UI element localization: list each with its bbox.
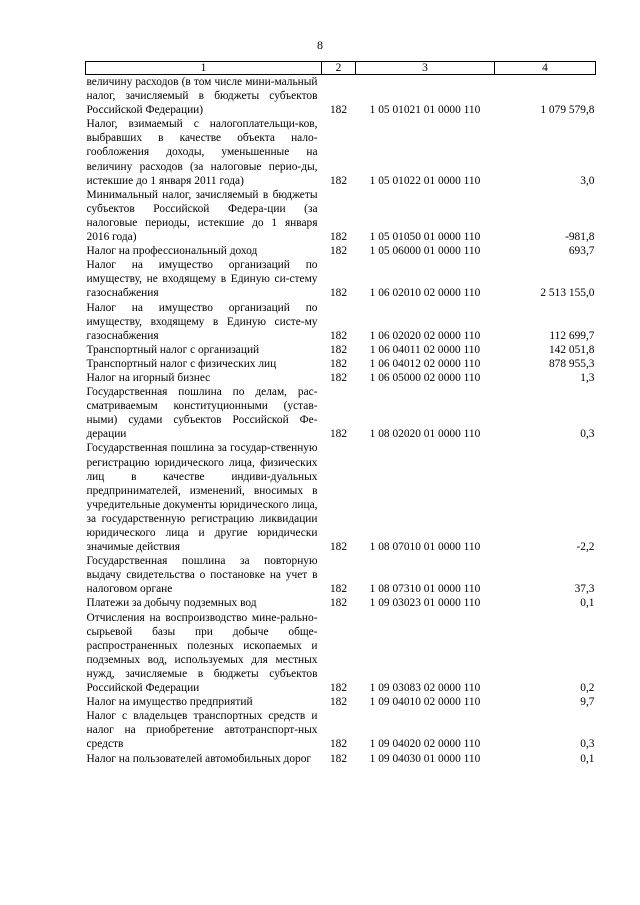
row-name: величину расходов (в том числе мини-мальный налог, зачисляемый в бюджеты субъектов Российской Федерации) [86,76,318,117]
row-amount: 112 699,7 [549,329,595,342]
row-amount: 0,3 [580,428,595,441]
row-amount: 142 051,8 [548,343,595,356]
row-admin-code: 182 [329,329,348,342]
row-budget-code: 1 09 04020 02 0000 110 [369,738,481,751]
row-admin-code: 182 [329,287,348,300]
row-amount: 0,1 [580,597,595,610]
row-budget-code: 1 09 03023 01 0000 110 [369,597,481,610]
row-name: Налог на имущество предприятий [86,696,253,709]
table-row [86,188,596,244]
table-row [86,611,596,696]
row-admin-code: 182 [329,104,348,117]
header-col-1: 1 [86,62,322,75]
table-row [86,343,596,357]
row-budget-code: 1 06 05000 02 0000 110 [369,371,481,384]
row-amount: 0,3 [580,738,595,751]
row-amount: 0,2 [580,682,595,695]
row-admin-code: 182 [329,682,348,695]
row-admin-code: 182 [329,541,348,554]
row-admin-code: 182 [329,428,348,441]
row-budget-code: 1 05 01050 01 0000 110 [369,231,481,244]
row-budget-code: 1 06 02010 02 0000 110 [369,287,481,300]
row-amount: 2 513 155,0 [540,287,595,300]
row-budget-code: 1 05 06000 01 0000 110 [369,245,481,258]
row-budget-code: 1 06 04012 02 0000 110 [369,357,481,370]
table-row [86,258,596,300]
row-name: Налог на профессиональный доход [86,245,258,258]
header-col-3: 3 [356,62,495,75]
page-number: 8 [317,38,323,52]
table-row [86,752,596,766]
row-budget-code: 1 06 04011 02 0000 110 [369,343,481,356]
row-budget-code: 1 09 04030 01 0000 110 [369,752,481,765]
header-col-4: 4 [495,62,596,75]
table-row [86,301,596,343]
row-name: Государственная пошлина по делам, рас-сматриваемым конституционными (устав-ными) судами субъектов Российской Фе-дерации [86,386,318,441]
row-name: Налог с владельцев транспортных средств и налог на приобретение автотранспорт-ных средств [86,710,318,751]
row-admin-code: 182 [329,738,348,751]
row-budget-code: 1 06 02020 02 0000 110 [369,329,481,342]
row-name: Государственная пошлина за повторную выдачу свидетельства о постановке на учет в налоговом органе [86,555,318,596]
table-row [86,709,596,751]
row-admin-code: 182 [329,245,348,258]
row-budget-code: 1 09 03083 02 0000 110 [369,682,481,695]
row-amount: -981,8 [565,231,595,244]
table-row [86,117,596,187]
row-admin-code: 182 [329,583,348,596]
header-row [86,62,596,75]
row-amount: 3,0 [580,174,595,187]
row-budget-code: 1 08 02020 01 0000 110 [369,428,481,441]
row-amount: 37,3 [574,583,595,596]
row-name: Налог на игорный бизнес [86,371,211,384]
row-admin-code: 182 [329,174,348,187]
row-name: Налог на имущество организаций по имуществу, входящему в Единую систе-му газоснабжения [86,301,318,342]
row-name: Отчисления на воспроизводство мине-рально-сырьевой базы при добыче обще-распространенных полезных ископаемых и подземных вод, используемых для местных нужд, зачисляемые в бюджеты субъектов Российской Федерации [86,611,318,695]
table-row [86,371,596,385]
row-admin-code: 182 [329,696,348,709]
row-admin-code: 182 [329,597,348,610]
row-amount: 1 079 579,8 [540,104,595,117]
row-admin-code: 182 [329,357,348,370]
table-row [86,554,596,596]
table-row [86,695,596,709]
table-body [86,75,596,766]
row-amount: 878 955,3 [548,357,595,370]
row-budget-code: 1 08 07010 01 0000 110 [369,541,481,554]
table-row [86,244,596,258]
row-name: Транспортный налог с физических лиц [86,357,277,370]
row-amount: 0,1 [580,752,595,765]
table-row [86,357,596,371]
row-budget-code: 1 05 01022 01 0000 110 [369,174,481,187]
row-name: Налог на имущество организаций по имуществу, не входящему в Единую си-стему газоснабжения [86,259,318,300]
row-budget-code: 1 09 04010 02 0000 110 [369,696,481,709]
table-row [86,75,596,118]
revenue-table [85,61,596,766]
row-name: Налог на пользователей автомобильных дорог [86,752,312,765]
row-name: Государственная пошлина за государ-ственную регистрацию юридического лица, физических лиц в качестве индиви-дуальных предпринимателей, изменений, вносимых в учредительные документы юридического лица, за государственную регистрацию ликвидации юридического лица и другие юридически значимые действия [86,442,318,554]
row-budget-code: 1 08 07310 01 0000 110 [369,583,481,596]
row-name: Платежи за добычу подземных вод [86,597,257,610]
row-amount: 1,3 [580,371,595,384]
row-name: Налог, взимаемый с налогоплательщи-ков, выбравших в качестве объекта нало-гообложения доходы, уменьшенные на величину расходов (за налоговые перио-ды, истекшие до 1 января 2011 года) [86,118,318,187]
table-header [86,62,596,75]
table-row [86,441,596,554]
row-name: Минимальный налог, зачисляемый в бюджеты субъектов Российской Федера-ции (за налоговые периоды, истекшие до 1 января 2016 года) [86,188,318,244]
row-admin-code: 182 [329,752,348,765]
row-amount: 9,7 [580,696,595,709]
row-admin-code: 182 [329,343,348,356]
table-row [86,385,596,441]
row-name: Транспортный налог с организаций [86,343,260,356]
row-admin-code: 182 [329,231,348,244]
header-col-2: 2 [322,62,356,75]
row-amount: 693,7 [568,245,595,258]
row-admin-code: 182 [329,371,348,384]
table-row [86,596,596,610]
row-budget-code: 1 05 01021 01 0000 110 [369,104,481,117]
row-amount: -2,2 [576,541,595,554]
